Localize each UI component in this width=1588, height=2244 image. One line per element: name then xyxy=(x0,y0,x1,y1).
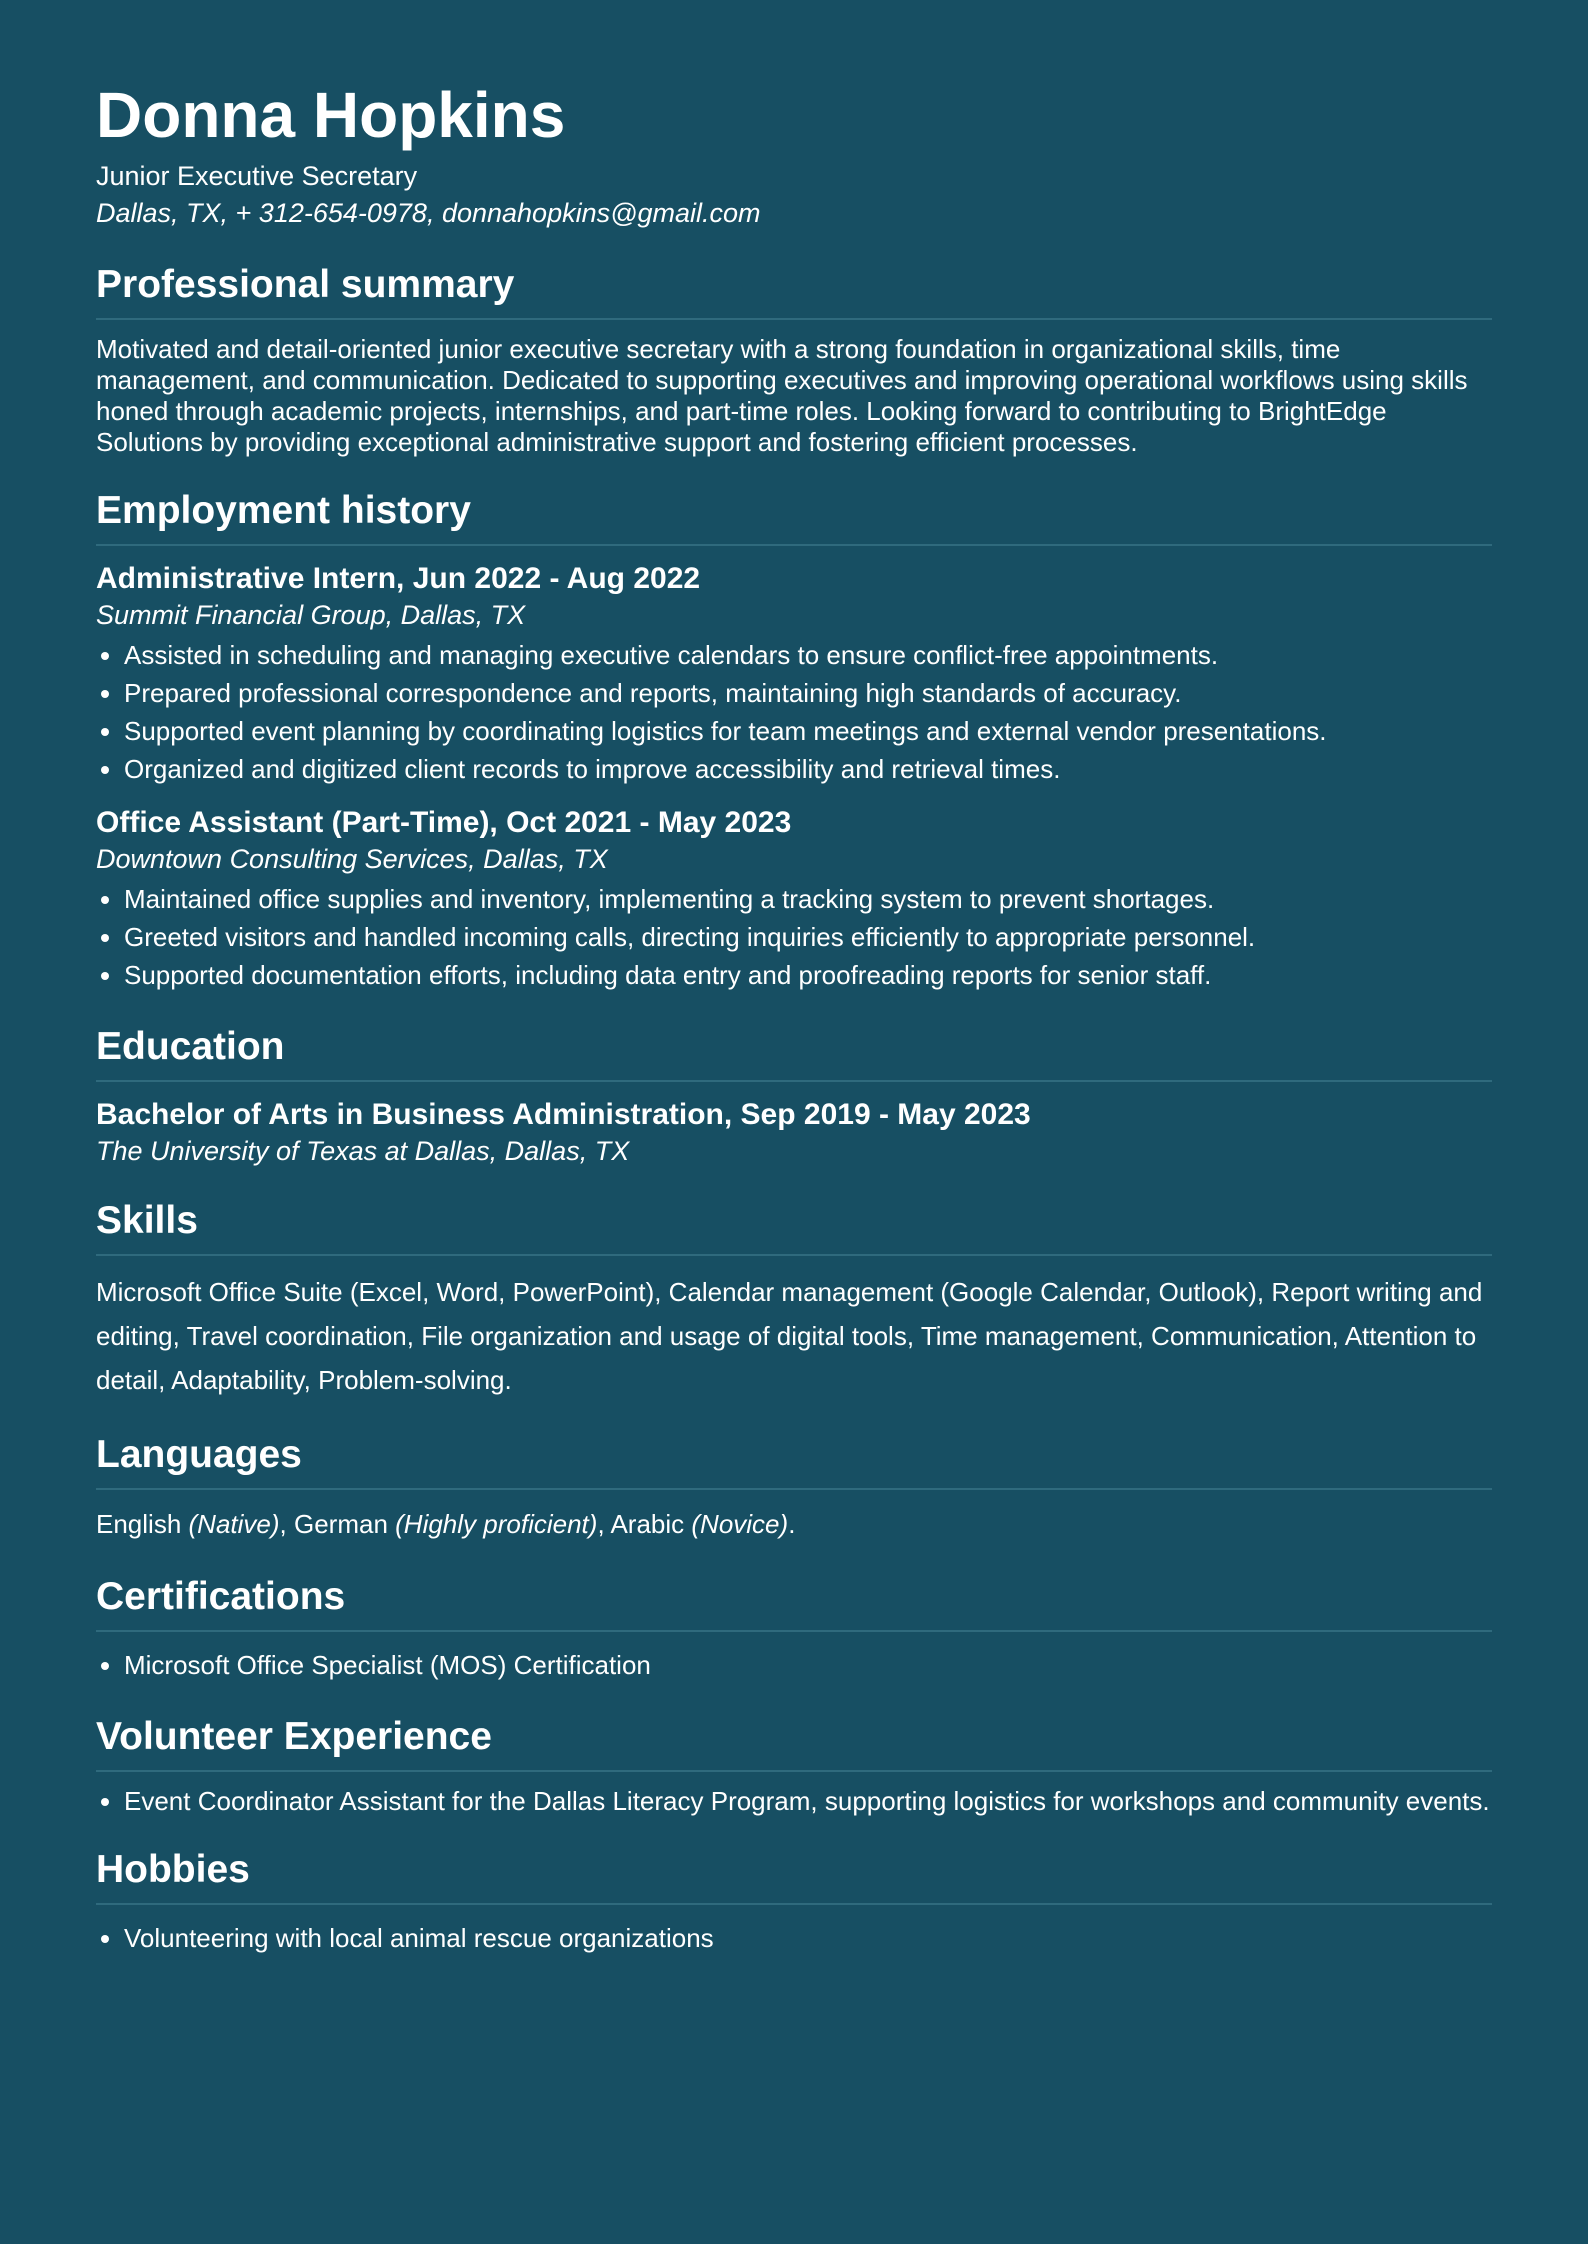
candidate-name: Donna Hopkins xyxy=(96,79,566,151)
section-heading: Education xyxy=(96,1024,1492,1082)
language-level: (Native) xyxy=(188,1509,280,1539)
job-entry-company: Summit Financial Group, Dallas, TX xyxy=(96,600,526,630)
language-separator: . xyxy=(788,1509,796,1539)
list-item: • Organized and digitized client records to improve accessibility and retrieval times. xyxy=(124,750,1492,788)
language-name: Arabic xyxy=(610,1509,685,1539)
list-item: • Volunteering with local animal rescue organizations xyxy=(124,1919,1492,1957)
employment-section xyxy=(96,488,1492,994)
language-separator: , xyxy=(279,1509,294,1539)
list-item: • Event Coordinator Assistant for the Dallas Literacy Program, supporting logistics for workshops and community events. xyxy=(124,1786,1492,1817)
job-entry xyxy=(96,560,1492,788)
summary-section xyxy=(96,262,1492,458)
language-level: (Highly proficient) xyxy=(395,1509,598,1539)
list-item: • Supported documentation efforts, including data entry and proofreading reports for senior staff. xyxy=(124,956,1492,994)
section-heading: Certifications xyxy=(96,1574,1492,1632)
languages-section xyxy=(96,1432,1492,1544)
section-heading: Volunteer Experience xyxy=(96,1714,1492,1772)
job-entry-title: Administrative Intern, Jun 2022 - Aug 2022 xyxy=(96,562,701,595)
job-title: Junior Executive Secretary xyxy=(96,161,418,191)
resume-header xyxy=(96,74,1492,232)
job-bullets xyxy=(96,636,1492,788)
volunteer-list xyxy=(96,1786,1492,1817)
summary-text: Motivated and detail-oriented junior executive secretary with a strong foundation in organizational skills, time management, and communication. Dedicated to supporting executives and improving operational workflows using skills honed through academic projects, internships, and part-time roles. Looking forward to contributing to BrightEdge Solutions by providing exceptional administrative support and fostering efficient processes. xyxy=(96,334,1468,457)
job-bullets xyxy=(96,880,1492,994)
job-entry xyxy=(96,804,1492,994)
section-heading: Employment history xyxy=(96,488,1492,546)
certifications-list xyxy=(96,1646,1492,1684)
language-name: English xyxy=(96,1509,182,1539)
job-entry-company: Downtown Consulting Services, Dallas, TX xyxy=(96,844,608,874)
language-separator: , xyxy=(597,1509,611,1539)
school-name: The University of Texas at Dallas, Dallas, TX xyxy=(96,1136,630,1166)
language-level: (Novice) xyxy=(691,1509,789,1539)
section-heading: Skills xyxy=(96,1198,1492,1256)
section-heading: Hobbies xyxy=(96,1847,1492,1905)
list-item: • Supported event planning by coordinating logistics for team meetings and external vendor presentations. xyxy=(124,712,1492,750)
hobbies-list xyxy=(96,1919,1492,1957)
list-item: • Microsoft Office Specialist (MOS) Certification xyxy=(124,1646,1492,1684)
degree-title: Bachelor of Arts in Business Administration, Sep 2019 - May 2023 xyxy=(96,1098,1031,1131)
section-heading: Languages xyxy=(96,1432,1492,1490)
list-item: • Assisted in scheduling and managing executive calendars to ensure conflict-free appointments. xyxy=(124,636,1492,674)
job-entry-title: Office Assistant (Part-Time), Oct 2021 - May 2023 xyxy=(96,806,792,839)
list-item: • Greeted visitors and handled incoming calls, directing inquiries efficiently to appropriate personnel. xyxy=(124,918,1492,956)
education-section xyxy=(96,1024,1492,1168)
volunteer-section xyxy=(96,1714,1492,1817)
list-item: • Maintained office supplies and inventory, implementing a tracking system to prevent shortages. xyxy=(124,880,1492,918)
list-item: • Prepared professional correspondence and reports, maintaining high standards of accuracy. xyxy=(124,674,1492,712)
hobbies-section xyxy=(96,1847,1492,1957)
languages-list xyxy=(96,1504,1492,1544)
skills-text: Microsoft Office Suite (Excel, Word, PowerPoint), Calendar management (Google Calendar, Outlook), Report writing and editing, Travel coordination, File organization and usage of digital tools, Time management, Communication, Attention to detail, Adaptability, Problem-solving. xyxy=(96,1277,1483,1395)
section-heading: Professional summary xyxy=(96,262,1492,320)
skills-section xyxy=(96,1198,1492,1402)
contact-info: Dallas, TX, + 312-654-0978, donnahopkins@gmail.com xyxy=(96,198,761,228)
language-name: German xyxy=(293,1509,388,1539)
certifications-section xyxy=(96,1574,1492,1684)
